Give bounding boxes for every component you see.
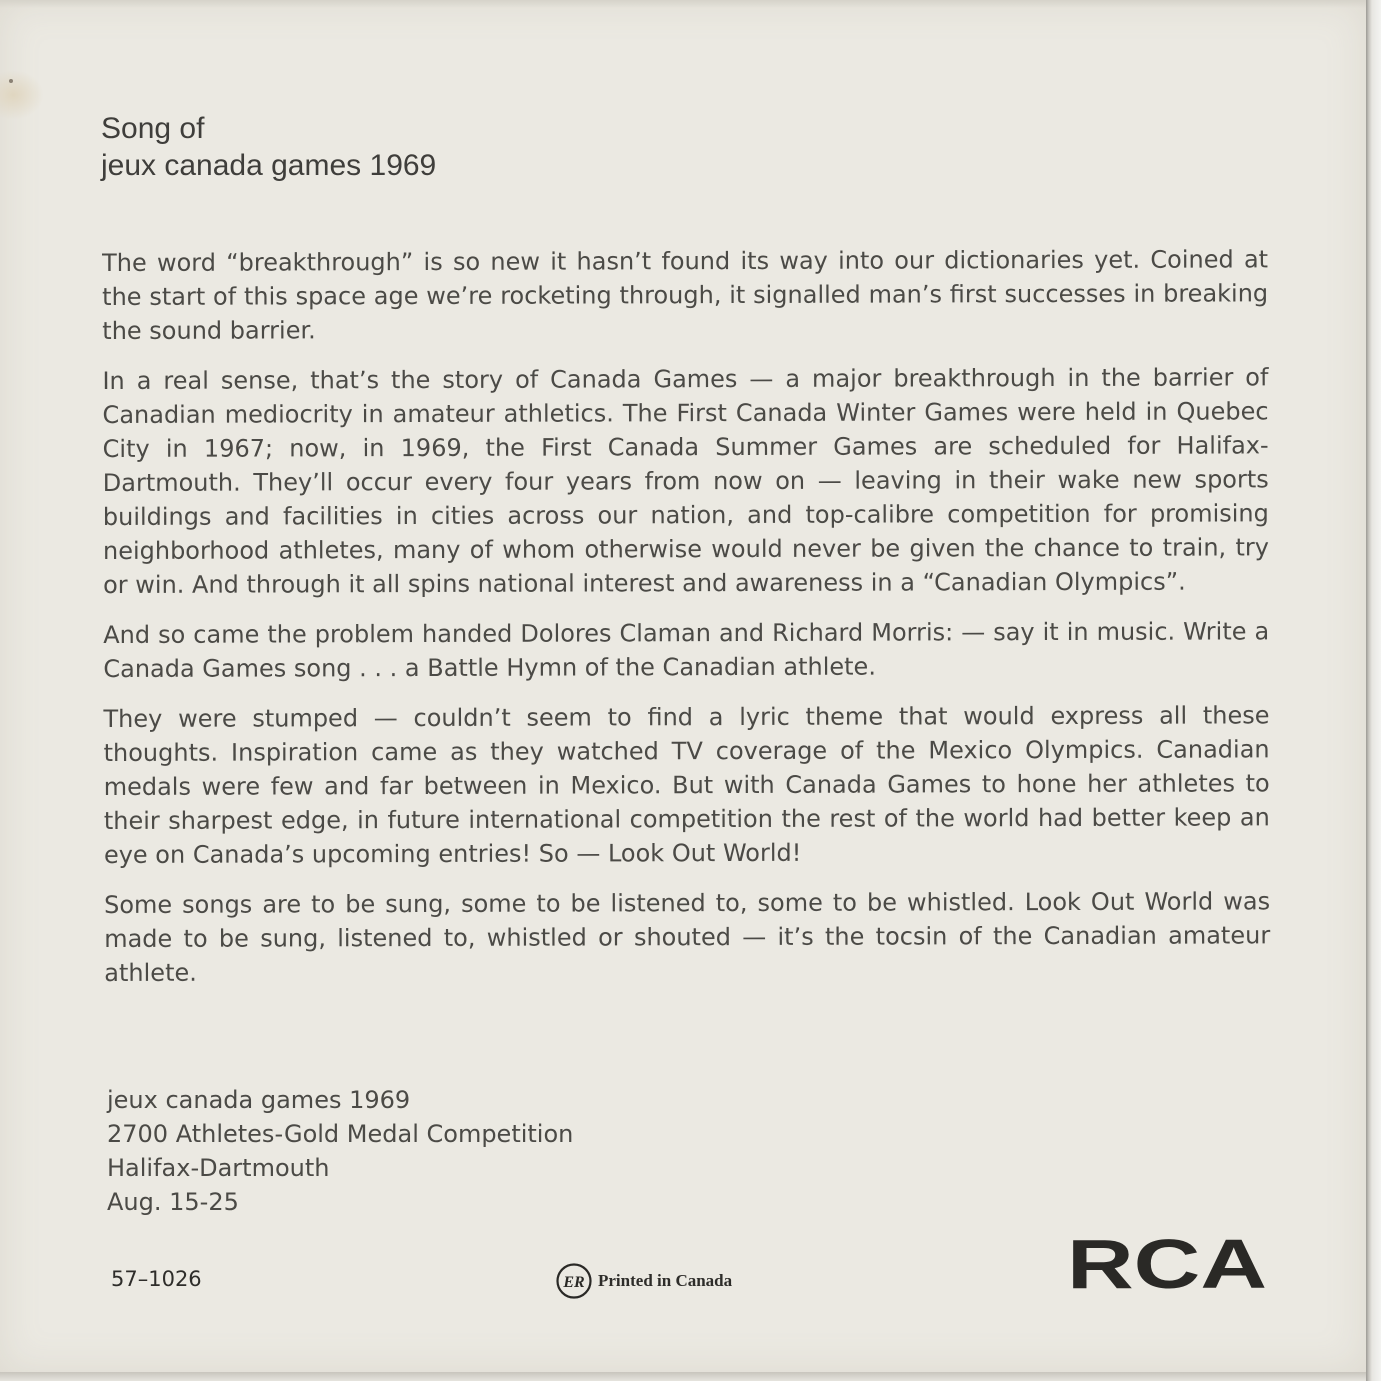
- paper-stain: [0, 70, 44, 120]
- paragraph-look-out-world: Some songs are to be sung, some to be listened to, some to be whistled. Look Out World was made to be sung, listened to, whistled or shouted — it’s the tocsin of the Canadian amateur athlete.: [104, 887, 1271, 987]
- paragraph-song-problem: And so came the problem handed Dolores Claman and Richard Morris: — say it in music. Write a Canada Games song . . . a Battle Hymn of the Canadian athlete.: [103, 617, 1270, 683]
- event-athletes: 2700 Athletes-Gold Medal Competition: [107, 1120, 574, 1148]
- catalog-number: 57–1026: [111, 1267, 202, 1291]
- event-info: [107, 1083, 573, 1219]
- event-name: jeux canada games 1969: [107, 1086, 411, 1114]
- rca-logo: [1066, 1234, 1268, 1292]
- event-location: Halifax-Dartmouth: [107, 1154, 330, 1182]
- sleeve-right-edge: [1366, 0, 1381, 1381]
- event-dates: Aug. 15-25: [107, 1188, 239, 1216]
- sleeve-bottom-edge: [0, 1372, 1366, 1381]
- printed-in-label: Printed in Canada: [598, 1271, 733, 1290]
- title-line-1: Song of: [101, 112, 205, 145]
- paragraph-breakthrough: The word “breakthrough” is so new it hasn’t found its way into our dictionaries yet. Coined at the start of this space age we’re rocketing through, it signalled man’s first successes in breaking the sound barrier.: [102, 245, 1269, 345]
- title-line-2: jeux canada games 1969: [101, 149, 437, 182]
- paragraph-canada-games: In a real sense, that’s the story of Canada Games — a major breakthrough in the barrier of Canadian mediocrity in amateur athletics. The First Canada Winter Games were held in Quebec City in 1967; now, in 1969, the First Canada Summer Games are scheduled for Halifax-Dartmouth. They’ll occur every four years from now on — leaving in their wake new sports buildings and facilities in cities across our nation, and top-calibre competition for promising neighborhood athletes, many of whom otherwise would never be given the chance to train, try or win. And through it all spins national interest and awareness in a “Canadian Olympics”.: [102, 363, 1269, 599]
- paragraph-inspiration: They were stumped — couldn’t seem to find a lyric theme that would express all these thoughts. Inspiration came as they watched TV coverage of the Mexico Olympics. Canadian medals were few and far between in Mexico. But with Canada Games to hone her athletes to their sharpest edge, in future international competition the rest of the world had better keep an eye on Canada’s upcoming entries! So — Look Out World!: [103, 701, 1270, 869]
- union-label-text: ER: [563, 1274, 585, 1291]
- top-edge-shadow: [0, 0, 1366, 8]
- paper-spot: [9, 79, 13, 83]
- union-label-icon: [555, 1262, 593, 1300]
- liner-notes: [102, 242, 1270, 1006]
- printed-in-canada: [555, 1262, 732, 1300]
- rca-logo-text: RCA: [1067, 1234, 1267, 1292]
- page-title: [101, 110, 436, 184]
